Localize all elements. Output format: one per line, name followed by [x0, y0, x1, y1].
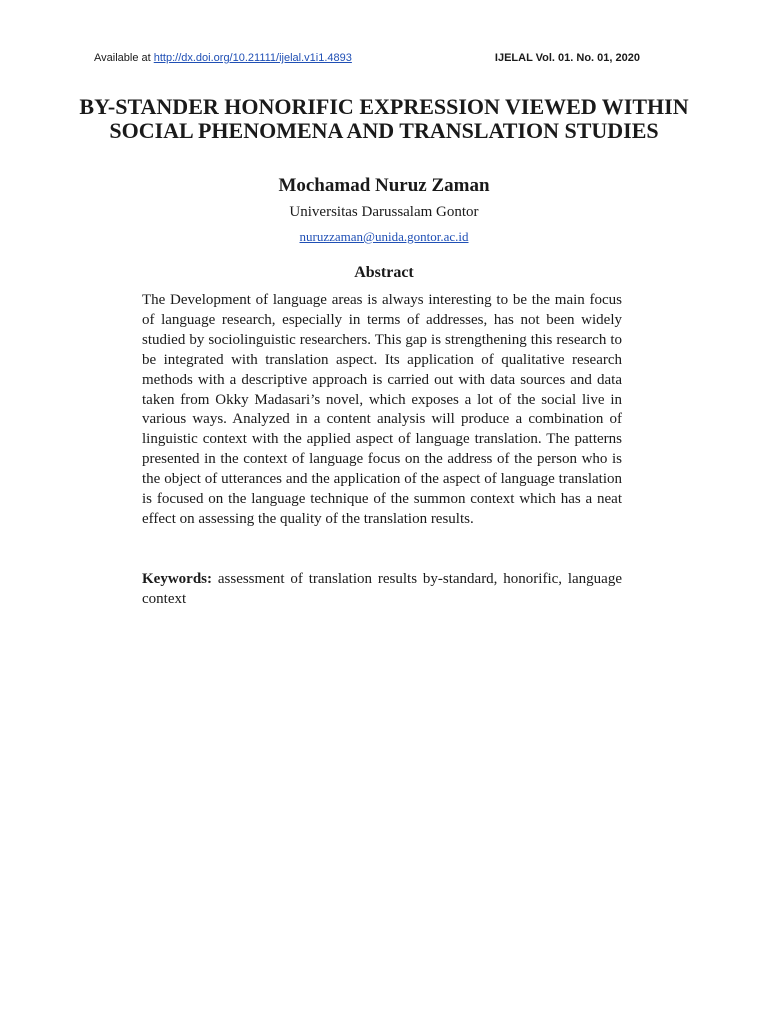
- author-affiliation: Universitas Darussalam Gontor: [289, 204, 479, 220]
- running-header: [94, 52, 640, 68]
- paper-title: BY-STANDER HONORIFIC EXPRESSION VIEWED WITHIN SOCIAL PHENOMENA AND TRANSLATION STUDIES: [79, 94, 689, 143]
- author-email-line: [0, 229, 768, 245]
- doi-link[interactable]: http://dx.doi.org/10.21111/ijelal.v1i1.4893: [153, 52, 352, 64]
- author-email-link[interactable]: nuruzzaman@unida.gontor.ac.id: [299, 229, 469, 244]
- abstract-body: The Development of language areas is always interesting to be the main focus of language research, especially in terms of addresses, has not been widely studied by sociolinguistic researchers. This gap is strengthening this research to be integrated with translation aspect. Its application of qualitative research methods with a descriptive approach is carried out with data sources and data taken from Okky Madasari’s novel, which exposes a lot of the social live in various ways. Analyzed in a content analysis will produce a combination of linguistic context with the applied aspect of language translation. The patterns presented in the context of language focus on the address of the person who is the object of utterances and the application of the aspect of language translation is focused on the language technique of the summon context which has a neat effect on assessing the quality of the translation results.: [142, 292, 622, 527]
- keywords-text: assessment of translation results by-standard, honorific, language context: [142, 571, 623, 607]
- abstract-heading: Abstract: [354, 264, 414, 281]
- author-name: Mochamad Nuruz Zaman: [278, 175, 490, 196]
- available-at-label: Available at: [94, 52, 154, 64]
- keywords-label: Keywords:: [142, 571, 212, 587]
- doi-line: [94, 52, 352, 64]
- keywords-paragraph: [142, 569, 622, 609]
- journal-citation: IJELAL Vol. 01. No. 01, 2020: [494, 52, 640, 64]
